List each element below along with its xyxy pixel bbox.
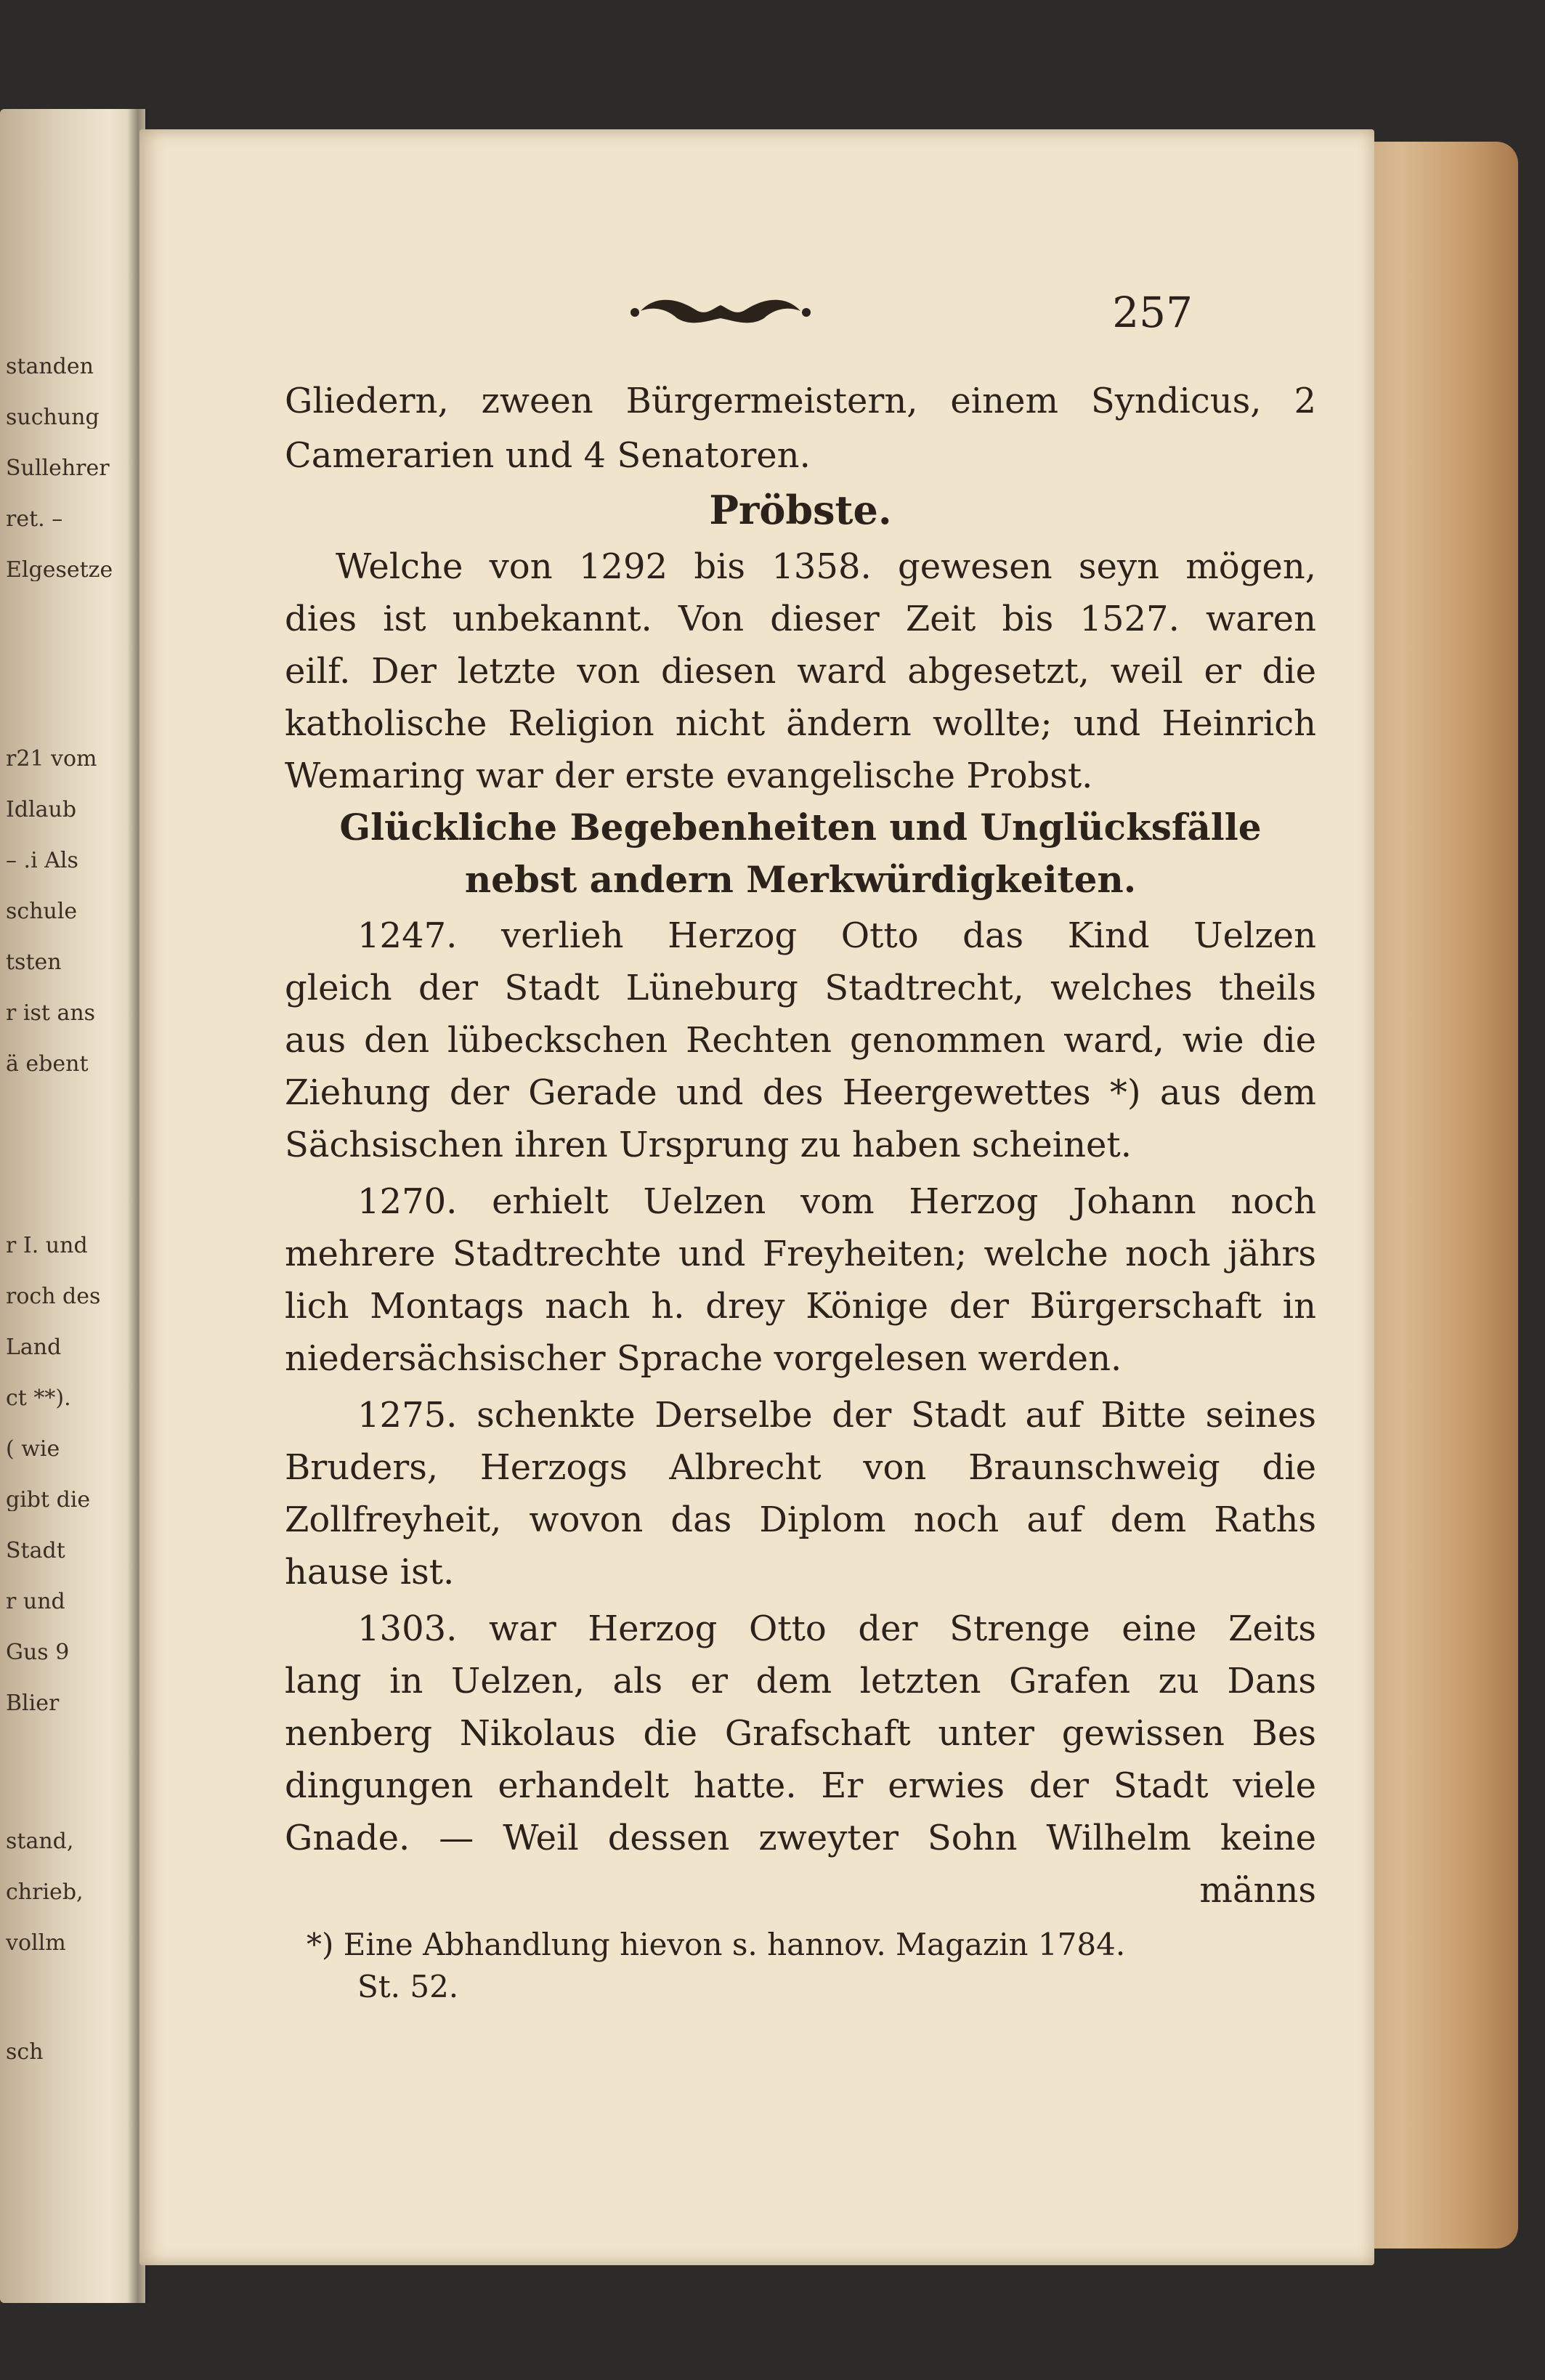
- left-fragment: tsten: [6, 952, 62, 974]
- text-line: 1275. schenkte Derselbe der Stadt auf Bitte seines: [357, 1395, 1316, 1436]
- left-fragment: ä ebent: [6, 1053, 89, 1075]
- text-line: Sächsischen ihren Ursprung zu haben scheinet.: [285, 1125, 1132, 1165]
- section-heading: Pröbste.: [709, 487, 892, 533]
- text-line: Zollfreyheit, wovon das Diplom noch auf dem Raths: [285, 1499, 1316, 1540]
- page-edge: [1351, 142, 1518, 2249]
- section-heading: nebst andern Merkwürdigkeiten.: [464, 858, 1137, 901]
- text-line: dingungen erhandelt hatte. Er erwies der Stadt viele: [285, 1765, 1316, 1806]
- left-page: [0, 109, 145, 2303]
- text-line: niedersächsischer Sprache vorgelesen werden.: [285, 1338, 1122, 1379]
- left-fragment: Elgesetze: [6, 559, 113, 581]
- text-line: Camerarien und 4 Senatoren.: [285, 435, 811, 476]
- left-fragment: r I. und: [6, 1235, 88, 1257]
- text-line: katholische Religion nicht ändern wollte; und Heinrich: [285, 703, 1316, 744]
- left-fragment: Gus 9: [6, 1642, 70, 1664]
- text-line: Welche von 1292 bis 1358. gewesen seyn mögen,: [336, 546, 1316, 587]
- left-fragment: – .i Als: [6, 850, 78, 872]
- text-line: eilf. Der letzte von diesen ward abgesetzt, weil er die: [285, 651, 1316, 692]
- left-fragment: ( wie: [6, 1438, 60, 1460]
- left-fragment: gibt die: [6, 1489, 91, 1511]
- text-line: mehrere Stadtrechte und Freyheiten; welche noch jährs: [285, 1234, 1316, 1274]
- text-line: aus den lübeckschen Rechten genommen ward, wie die: [285, 1020, 1316, 1061]
- catchword: männs: [1199, 1870, 1316, 1911]
- left-fragment: chrieb,: [6, 1882, 84, 1903]
- left-fragment: Idlaub: [6, 799, 77, 821]
- text-line: Ziehung der Gerade und des Heergewettes *) aus dem: [285, 1072, 1316, 1113]
- footnote-line: St. 52.: [357, 1969, 459, 2004]
- left-fragment: r ist ans: [6, 1003, 96, 1024]
- right-page: [139, 129, 1374, 2265]
- left-fragment: ct **).: [6, 1388, 71, 1409]
- left-fragment: schule: [6, 901, 78, 923]
- text-line: lang in Uelzen, als er dem letzten Grafen zu Dans: [285, 1661, 1316, 1701]
- text-line: Gnade. — Weil dessen zweyter Sohn Wilhelm keine: [285, 1818, 1316, 1858]
- left-fragment: r und: [6, 1591, 65, 1613]
- text-line: hause ist.: [285, 1552, 455, 1592]
- text-line: 1247. verlieh Herzog Otto das Kind Uelzen: [357, 915, 1316, 956]
- left-fragment: suchung: [6, 407, 100, 429]
- text-line: Wemaring war der erste evangelische Probst.: [285, 756, 1093, 796]
- section-heading: Glückliche Begebenheiten und Unglücksfälle: [339, 806, 1262, 849]
- page-number: 257: [1112, 288, 1193, 337]
- text-line: 1303. war Herzog Otto der Strenge eine Zeits: [357, 1608, 1316, 1649]
- left-fragment: Land: [6, 1337, 62, 1359]
- text-line: 1270. erhielt Uelzen vom Herzog Johann noch: [357, 1181, 1316, 1222]
- left-fragment: standen: [6, 356, 94, 378]
- text-line: gleich der Stadt Lüneburg Stadtrecht, welches theils: [285, 968, 1316, 1008]
- left-fragment: sch: [6, 2041, 44, 2063]
- left-fragment: roch des: [6, 1286, 101, 1308]
- left-fragment: r21 vom: [6, 748, 97, 770]
- left-fragment: Blier: [6, 1693, 60, 1715]
- ornament-icon: [626, 289, 815, 333]
- text-line: lich Montags nach h. drey Könige der Bürgerschaft in: [285, 1286, 1316, 1327]
- left-fragment: vollm: [6, 1932, 66, 1954]
- text-line: dies ist unbekannt. Von dieser Zeit bis 1527. waren: [285, 599, 1316, 639]
- left-fragment: Sullehrer: [6, 458, 110, 479]
- left-fragment: Stadt: [6, 1540, 65, 1562]
- left-fragment: ret. –: [6, 509, 63, 530]
- left-fragment: stand,: [6, 1831, 74, 1853]
- text-line: Bruders, Herzogs Albrecht von Braunschweig die: [285, 1447, 1316, 1488]
- text-line: Gliedern, zween Bürgermeistern, einem Syndicus, 2: [285, 381, 1316, 421]
- footnote-line: *) Eine Abhandlung hievon s. hannov. Magazin 1784.: [307, 1927, 1126, 1962]
- text-line: nenberg Nikolaus die Grafschaft unter gewissen Bes: [285, 1713, 1316, 1754]
